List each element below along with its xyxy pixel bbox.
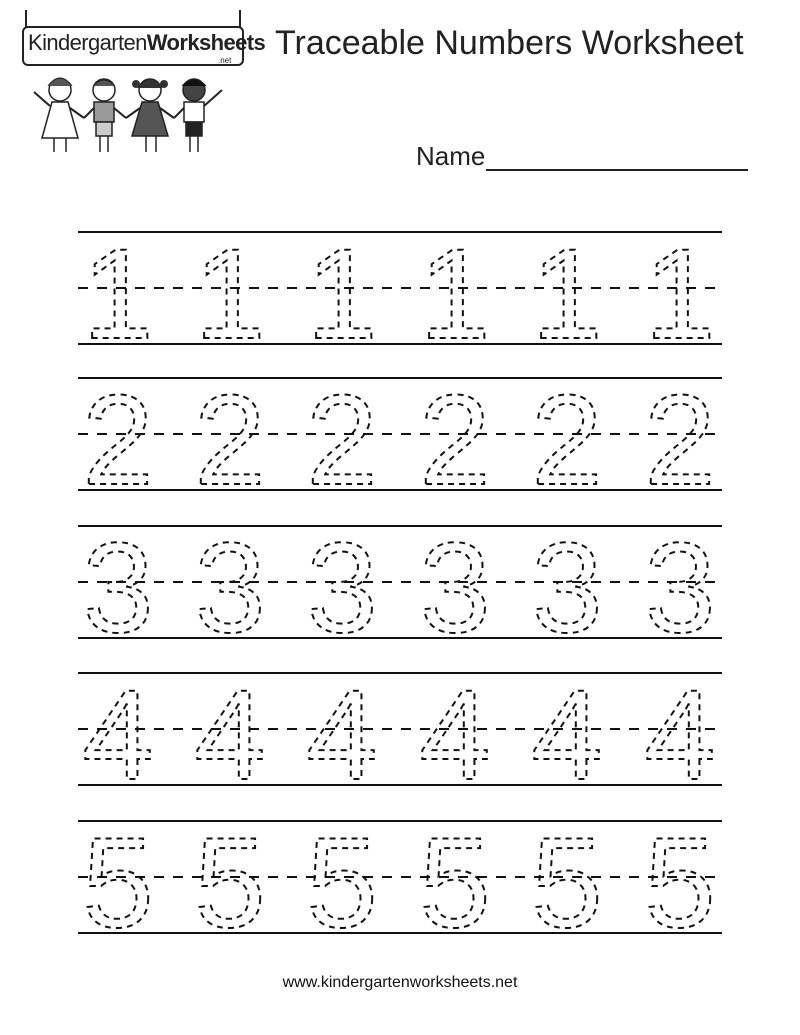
traceable-digit: 3: [306, 517, 378, 660]
traceable-digit: 2: [531, 369, 603, 512]
name-label: Name: [416, 141, 486, 171]
traceable-digit: 4: [419, 664, 491, 807]
traceable-digit: 4: [82, 664, 154, 807]
traceable-digit: 3: [419, 517, 491, 660]
traceable-digit: 2: [82, 369, 154, 512]
traceable-digit: 4: [306, 664, 378, 807]
practice-row: [78, 664, 722, 807]
traceable-digit: 1: [194, 223, 266, 366]
traceable-digit: 1: [306, 223, 378, 366]
traceable-digit: 5: [194, 812, 266, 955]
traceable-digit: 1: [644, 223, 716, 366]
traceable-digit: 5: [82, 812, 154, 955]
traceable-digit: 2: [419, 369, 491, 512]
footer-url: www.kindergartenworksheets.net: [282, 974, 518, 991]
practice-row: [78, 812, 722, 955]
logo-net-suffix: .net: [218, 56, 232, 65]
traceable-digit: 4: [531, 664, 603, 807]
traceable-digit: 4: [644, 664, 716, 807]
traceable-digit: 3: [194, 517, 266, 660]
traceable-digit: 5: [306, 812, 378, 955]
practice-row: [78, 517, 722, 660]
practice-row: [78, 369, 722, 512]
traceable-digit: 5: [531, 812, 603, 955]
logo-text: KindergartenWorksheets: [28, 30, 266, 55]
traceable-digit: 5: [644, 812, 716, 955]
traceable-digit: 2: [644, 369, 716, 512]
practice-row: [78, 223, 722, 366]
traceable-digit: 3: [82, 517, 154, 660]
traceable-digit: 1: [419, 223, 491, 366]
traceable-digit: 4: [194, 664, 266, 807]
traceable-digit: 2: [194, 369, 266, 512]
traceable-digit: 3: [531, 517, 603, 660]
traceable-digit: 5: [419, 812, 491, 955]
page-title: Traceable Numbers Worksheet: [275, 24, 744, 62]
traceable-digit: 1: [531, 223, 603, 366]
traceable-digit: 2: [306, 369, 378, 512]
traceable-digit: 1: [82, 223, 154, 366]
traceable-digit: 3: [644, 517, 716, 660]
